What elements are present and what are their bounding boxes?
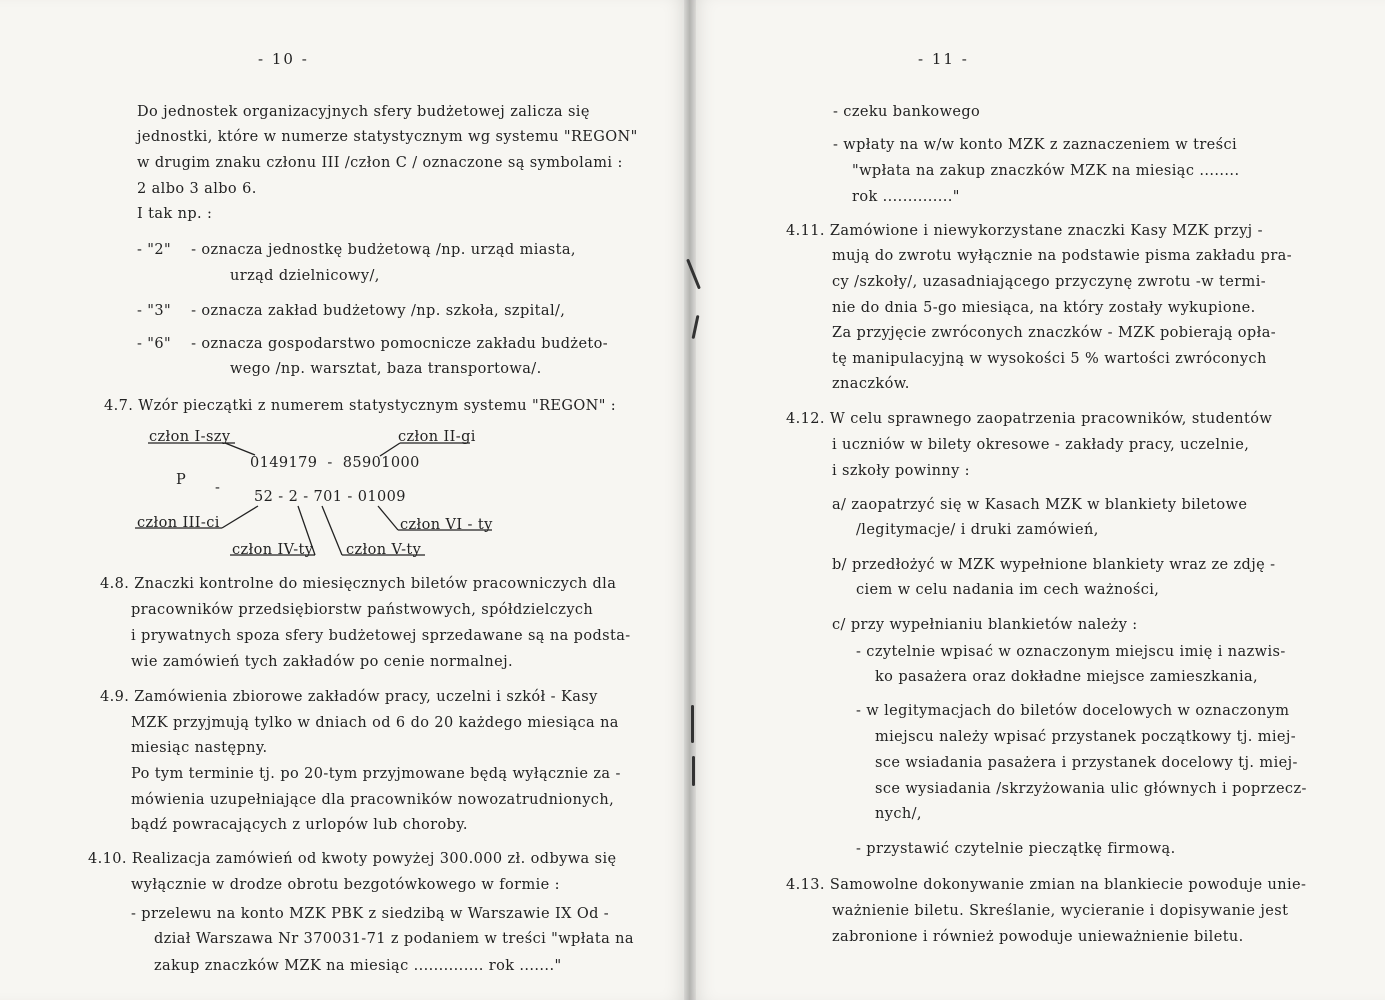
- text-line: - przelewu na konto MZK PBK z siedzibą w Warszawie IX Od -: [131, 906, 610, 922]
- text-line: Po tym terminie tj. po 20-tym przyjmowane będą wyłącznie za -: [131, 766, 621, 782]
- pointer-czlon-5: [322, 506, 342, 555]
- stamp-label-czlon-4: człon IV-ty: [232, 542, 314, 558]
- text-line: jednostki, które w numerze statystycznym wg systemu "REGON": [137, 129, 638, 145]
- text-line: i szkoły powinny :: [832, 463, 970, 479]
- text-line: c/ przy wypełnianiu blankietów należy :: [832, 617, 1138, 633]
- text-line: - "2" - oznacza jednostkę budżetową /np. urząd miasta,: [137, 242, 576, 258]
- stamp-label-czlon-3: człon III-ci: [137, 515, 220, 531]
- stamp-number-line-2: 52 - 2 - 701 - 01009: [254, 489, 406, 505]
- text-line: ko pasażera oraz dokładne miejsce zamieszkania,: [875, 669, 1259, 685]
- section-4-13: 4.13. Samowolne dokonywanie zmian na blankiecie powoduje unie-: [786, 877, 1307, 893]
- text-line: cy /szkoły/, uzasadniającego przyczynę zwrotu -w termi-: [832, 274, 1267, 290]
- text-line: I tak np. :: [137, 206, 213, 222]
- section-4-7: 4.7. Wzór pieczątki z numerem statystycznym systemu "REGON" :: [104, 398, 617, 414]
- stamp-label-czlon-1: człon I-szy: [149, 429, 231, 445]
- text-line: sce wsiadania pasażera i przystanek docelowy tj. miej-: [875, 755, 1298, 771]
- text-line: sce wysiadania /skrzyżowania ulic głównych i poprzecz-: [875, 781, 1307, 797]
- text-line: wego /np. warsztat, baza transportowa/.: [230, 361, 542, 377]
- text-line: zabronione i również powoduje unieważnienie biletu.: [832, 929, 1244, 945]
- text-line: Do jednostek organizacyjnych sfery budżetowej zalicza się: [137, 104, 590, 120]
- stamp-label-czlon-5: człon V-ty: [346, 542, 422, 558]
- text-line: miejscu należy wpisać przystanek początkowy tj. miej-: [875, 729, 1297, 745]
- text-line: nych/,: [875, 806, 922, 822]
- right-page: [690, 0, 1385, 1000]
- text-line: - czeku bankowego: [833, 104, 981, 120]
- page-number: - 10 -: [258, 50, 309, 68]
- text-line: nie do dnia 5-go miesiąca, na który zostały wykupione.: [832, 300, 1256, 316]
- text-line: a/ zaopatrzyć się w Kasach MZK w blankiety biletowe: [832, 497, 1248, 513]
- text-line: i uczniów w bilety okresowe - zakłady pracy, uczelnie,: [832, 437, 1250, 453]
- section-4-8: 4.8. Znaczki kontrolne do miesięcznych biletów pracowniczych dla: [100, 576, 617, 592]
- text-line: b/ przedłożyć w MZK wypełnione blankiety wraz ze zdję -: [832, 557, 1276, 573]
- left-page: [0, 0, 690, 1000]
- pointer-czlon-6: [378, 506, 398, 530]
- section-4-10: 4.10. Realizacja zamówień od kwoty powyżej 300.000 zł. odbywa się: [88, 851, 617, 867]
- stamp-dash: -: [215, 480, 221, 496]
- section-4-11: 4.11. Zamówione i niewykorzystane znaczki Kasy MZK przyj -: [786, 223, 1263, 239]
- text-line: MZK przyjmują tylko w dniach od 6 do 20 każdego miesiąca na: [131, 715, 619, 731]
- stamp-letter-p: P: [176, 472, 187, 488]
- staple-bottom-lower: [692, 756, 695, 786]
- pointer-czlon-3: [222, 506, 258, 528]
- text-line: mówienia uzupełniające dla pracowników nowozatrudnionych,: [131, 792, 615, 808]
- staple-bottom-upper: [691, 705, 694, 743]
- text-line: - wpłaty na w/w konto MZK z zaznaczeniem w treści: [833, 137, 1238, 153]
- text-line: ciem w celu nadania im cech ważności,: [856, 582, 1160, 598]
- text-line: - "3" - oznacza zakład budżetowy /np. szkoła, szpital/,: [137, 303, 566, 319]
- text-line: zakup znaczków MZK na miesiąc .............. rok .......": [154, 958, 562, 974]
- text-line: - "6" - oznacza gospodarstwo pomocnicze zakładu budżeto-: [137, 336, 609, 352]
- text-line: mują do zwrotu wyłącznie na podstawie pisma zakładu pra-: [832, 248, 1293, 264]
- section-4-12: 4.12. W celu sprawnego zaopatrzenia pracowników, studentów: [786, 411, 1273, 427]
- text-line: - przystawić czytelnie pieczątkę firmową.: [856, 841, 1176, 857]
- text-line: pracowników przedsiębiorstw państwowych, spółdzielczych: [131, 602, 594, 618]
- text-line: rok ..............": [852, 189, 960, 205]
- text-line: wie zamówień tych zakładów po cenie normalnej.: [131, 654, 514, 670]
- text-line: tę manipulacyjną w wysokości 5 % wartości zwróconych: [832, 351, 1267, 367]
- text-line: wyłącznie w drodze obrotu bezgotówkowego w formie :: [131, 877, 560, 893]
- stamp-label-czlon-2: człon II-gi: [398, 429, 476, 445]
- stamp-number-line-1: 0149179 - 85901000: [250, 455, 420, 471]
- text-line: "wpłata na zakup znaczków MZK na miesiąc ........: [852, 163, 1240, 179]
- text-line: 2 albo 3 albo 6.: [137, 181, 257, 197]
- text-line: urząd dzielnicowy/,: [230, 268, 380, 284]
- text-line: bądź powracających z urlopów lub choroby.: [131, 817, 468, 833]
- text-line: w drugim znaku członu III /człon C / oznaczone są symbolami :: [137, 155, 623, 171]
- text-line: miesiąc następny.: [131, 740, 268, 756]
- stamp-label-czlon-6: człon VI - ty: [400, 517, 493, 533]
- page-number: - 11 -: [918, 50, 969, 68]
- text-line: i prywatnych spoza sfery budżetowej sprzedawane są na podsta-: [131, 628, 631, 644]
- text-line: znaczków.: [832, 376, 910, 392]
- text-line: Za przyjęcie zwróconych znaczków - MZK pobierają opła-: [832, 325, 1277, 341]
- text-line: - w legitymacjach do biletów docelowych w oznaczonym: [856, 703, 1290, 719]
- book-gutter: [684, 0, 696, 1000]
- text-line: ważnienie biletu. Skreślanie, wycieranie i dopisywanie jest: [832, 903, 1289, 919]
- text-line: /legitymacje/ i druki zamówień,: [856, 522, 1099, 538]
- text-line: dział Warszawa Nr 370031-71 z podaniem w treści "wpłata na: [154, 931, 634, 947]
- text-line: - czytelnie wpisać w oznaczonym miejscu imię i nazwis-: [856, 644, 1286, 660]
- section-4-9: 4.9. Zamówienia zbiorowe zakładów pracy, uczelni i szkół - Kasy: [100, 689, 598, 705]
